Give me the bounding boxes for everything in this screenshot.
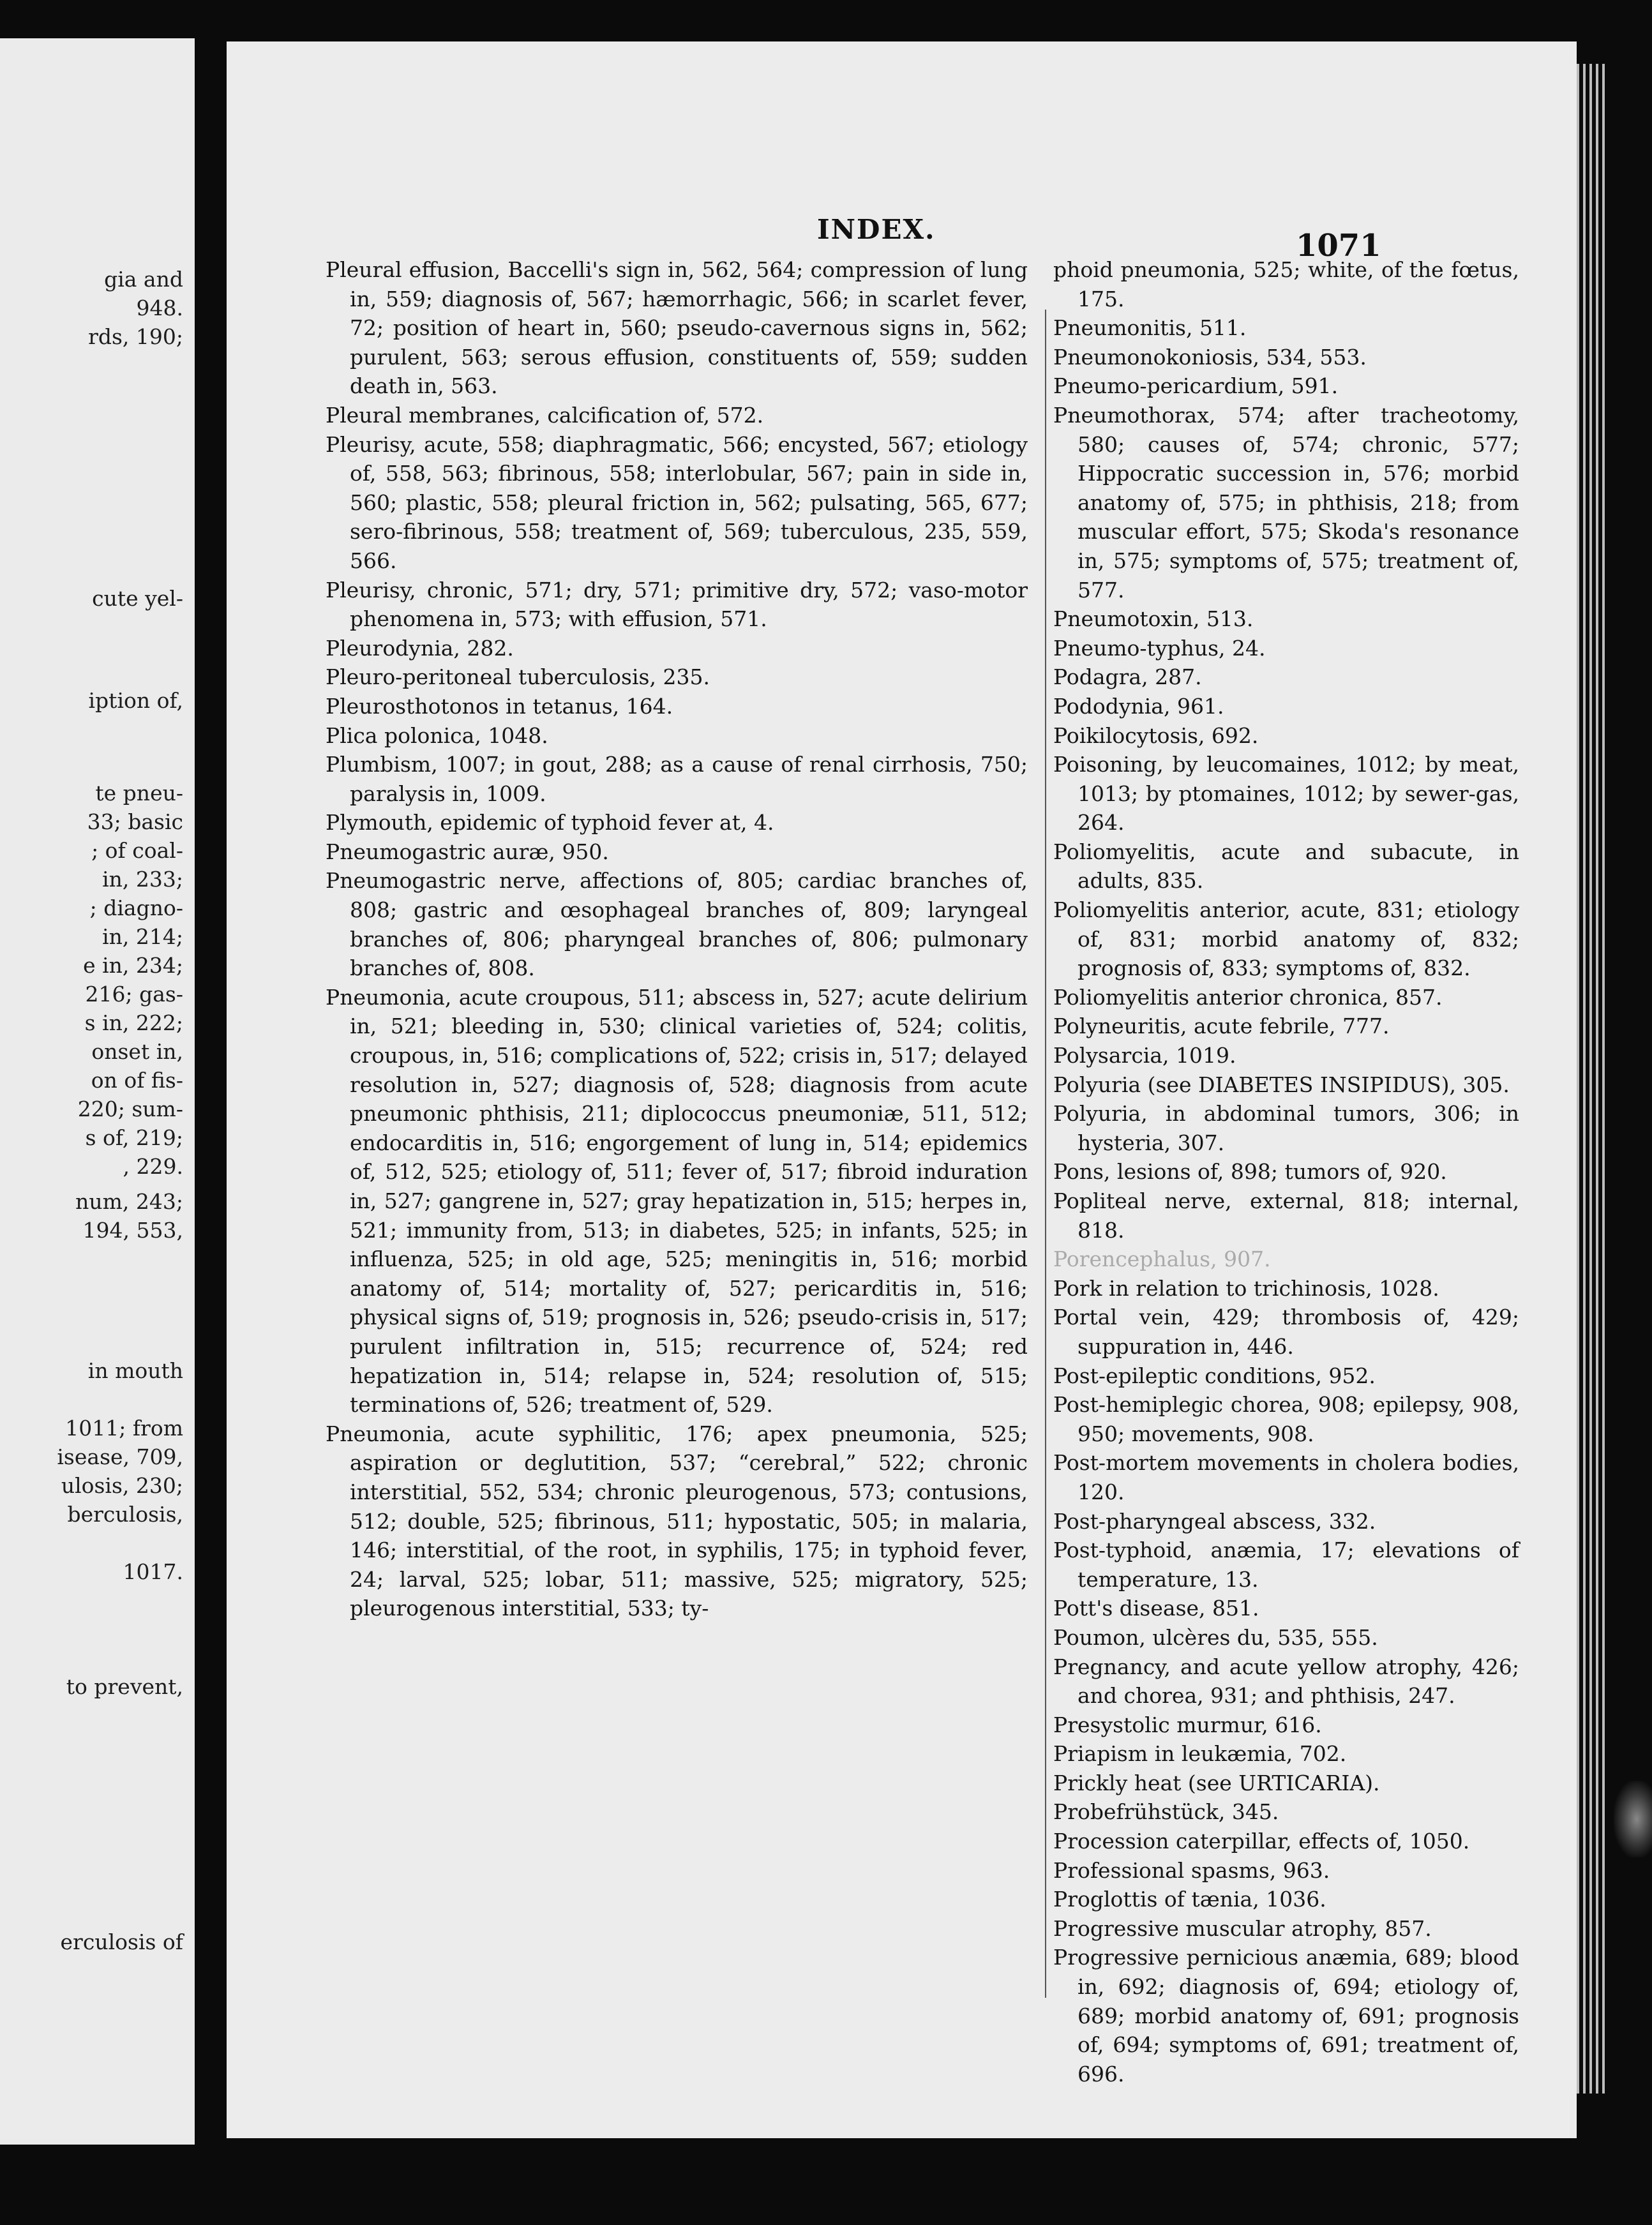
prev-text: to prevent,: [66, 1674, 183, 1699]
column-divider: [1045, 310, 1046, 1998]
prev-text: cute yel-: [92, 586, 183, 611]
index-entry: Poisoning, by leucomaines, 1012; by meat, 1013; by ptomaines, 1012; by sewer-gas, 264.: [1053, 752, 1519, 835]
index-entry: Plumbism, 1007; in gout, 288; as a cause of renal cirrhosis, 750; paralysis in, 1009.: [326, 752, 1028, 806]
prev-text: , 229.: [123, 1154, 183, 1179]
index-entry: Pott's disease, 851.: [1053, 1596, 1259, 1621]
prev-text: in, 214;: [102, 924, 183, 949]
prev-text: 948.: [136, 296, 183, 320]
edge-stain: [1614, 1781, 1652, 1857]
index-entry: Pons, lesions of, 898; tumors of, 920.: [1053, 1159, 1447, 1185]
index-page: [227, 41, 1577, 2138]
index-entry: Procession caterpillar, effects of, 1050.: [1053, 1829, 1470, 1854]
index-entry: Poikilocytosis, 692.: [1053, 723, 1259, 748]
index-entry: Polyuria, in abdominal tumors, 306; in hysteria, 307.: [1053, 1101, 1519, 1155]
prev-text: on of fis-: [91, 1068, 183, 1093]
prev-text: te pneu-: [95, 781, 183, 805]
index-entry: Progressive pernicious anæmia, 689; blood in, 692; diagnosis of, 694; etiology of, 689; morbid anatomy of, 691; prognosis of, 694; symptoms of, 691; treatment of, 696.: [1053, 1945, 1519, 2086]
index-entry: Pneumonia, acute syphilitic, 176; apex pneumonia, 525; aspiration or deglutition, 537; “cerebral,” 522; chronic interstitial, 552, 534; chronic pleurogenous, 573; contusions, 512; double, 525; fibrinous, 511; hypostatic, 505; in malaria, 146; interstitial, of the root, in syphilis, 175; in typhoid fever, 24; larval, 525; lobar, 511; massive, 525; migratory, 525; pleurogenous interstitial, 533; ty-: [326, 1421, 1028, 1621]
index-entry: Probefrühstück, 345.: [1053, 1799, 1279, 1825]
index-entry: Pneumo-typhus, 24.: [1053, 635, 1266, 661]
index-entry: Proglottis of tænia, 1036.: [1053, 1887, 1326, 1912]
prev-text: rds, 190;: [88, 324, 183, 349]
prev-text: iption of,: [88, 688, 183, 713]
index-entry: Pneumogastric auræ, 950.: [326, 839, 609, 864]
index-entry: Post-pharyngeal abscess, 332.: [1053, 1508, 1376, 1534]
index-entry: Pleural effusion, Baccelli's sign in, 562, 564; compression of lung in, 559; diagnosis of, 567; hæmorrhagic, 566; in scarlet fever, 72; position of heart in, 560; pseudo-cavernous signs in, 562; purulent, 563; serous effusion, constituents of, 559; sudden death in, 563.: [326, 257, 1028, 399]
index-entry: phoid pneumonia, 525; white, of the fœtus, 175.: [1053, 257, 1519, 311]
index-entry: Post-typhoid, anæmia, 17; elevations of temperature, 13.: [1053, 1538, 1519, 1592]
index-entry: Pneumogastric nerve, affections of, 805; cardiac branches of, 808; gastric and œsophageal branches of, 809; laryngeal branches of, 806; pharyngeal branches of, 806; pulmonary branches of, 808.: [326, 868, 1028, 981]
previous-page-fragment: [0, 38, 195, 2145]
index-entry: Pneumonitis, 511.: [1053, 315, 1247, 341]
index-entry: Pneumonokoniosis, 534, 553.: [1053, 344, 1367, 370]
prev-text: 216; gas-: [85, 982, 183, 1007]
page-header: [227, 207, 1577, 264]
index-entry: Polyuria (see DIABETES INSIPIDUS), 305.: [1053, 1072, 1510, 1097]
index-entry: Polysarcia, 1019.: [1053, 1043, 1236, 1068]
index-entry: Pneumo-pericardium, 591.: [1053, 373, 1339, 399]
prev-text: ; of coal-: [91, 838, 183, 863]
index-entry: Pork in relation to trichinosis, 1028.: [1053, 1275, 1439, 1301]
index-entry: Polyneuritis, acute febrile, 777.: [1053, 1014, 1390, 1039]
prev-text: gia and: [104, 267, 183, 292]
index-entry: Priapism in leukæmia, 702.: [1053, 1741, 1347, 1767]
prev-text: isease, 709,: [57, 1444, 183, 1469]
index-entry: Poumon, ulcères du, 535, 555.: [1053, 1624, 1378, 1650]
index-entry: Prickly heat (see URTICARIA).: [1053, 1770, 1380, 1795]
index-entry: Pleurodynia, 282.: [326, 635, 514, 661]
index-entry: Pleurisy, acute, 558; diaphragmatic, 566; encysted, 567; etiology of, 558, 563; fibrinous, 558; interlobular, 567; pain in side in, 560; plastic, 558; pleural friction in, 562; pulsating, 565, 677; sero-fibrinous, 558; treatment of, 569; tuberculous, 235, 559, 566.: [326, 431, 1028, 573]
index-entry: Pneumothorax, 574; after tracheotomy, 580; causes of, 574; chronic, 577; Hippocratic succession in, 576; morbid anatomy of, 575; in phthisis, 218; from muscular effort, 575; Skoda's resonance in, 575; symptoms of, 575; treatment of, 577.: [1053, 402, 1519, 603]
prev-text: erculosis of: [60, 1929, 183, 1954]
index-column-right: [1053, 255, 1519, 2088]
prev-text: s in, 222;: [84, 1010, 183, 1035]
prev-text: ; diagno-: [89, 895, 183, 920]
prev-text: num, 243;: [75, 1189, 183, 1214]
prev-text: berculosis,: [67, 1502, 183, 1527]
index-entry: Plica polonica, 1048.: [326, 723, 548, 748]
prev-text: 33; basic: [87, 809, 183, 834]
index-entry: Pododynia, 961.: [1053, 693, 1224, 719]
prev-text: s of, 219;: [85, 1125, 183, 1150]
prev-text: in mouth: [87, 1358, 183, 1383]
index-entry: Presystolic murmur, 616.: [1053, 1712, 1322, 1737]
index-entry: Post-hemiplegic chorea, 908; epilepsy, 908, 950; movements, 908.: [1053, 1392, 1519, 1446]
index-entry: Progressive muscular atrophy, 857.: [1053, 1915, 1432, 1941]
index-entry: Post-epileptic conditions, 952.: [1053, 1363, 1376, 1388]
index-entry: Popliteal nerve, external, 818; internal, 818.: [1053, 1188, 1519, 1243]
index-entry: Podagra, 287.: [1053, 664, 1202, 690]
index-entry: Plymouth, epidemic of typhoid fever at, 4.: [326, 810, 774, 835]
page-edges: [1574, 64, 1612, 2094]
index-entry: Pleurisy, chronic, 571; dry, 571; primitive dry, 572; vaso-motor phenomena in, 573; with effusion, 571.: [326, 577, 1028, 632]
index-entry: Pleurosthotonos in tetanus, 164.: [326, 693, 673, 719]
prev-text: 1017.: [123, 1559, 183, 1584]
index-entry: Porencephalus, 907.: [1053, 1247, 1271, 1272]
index-entry: Pneumonia, acute croupous, 511; abscess in, 527; acute delirium in, 521; bleeding in, 530; clinical varieties of, 524; colitis, croupous, in, 516; complications of, 522; crisis in, 517; delayed resolution in, 527; diagnosis of, 528; diagnosis from acute pneumonic phthisis, 211; diplococcus pneumoniæ, 511, 512; endocarditis in, 516; engorgement of lung in, 514; epidemics of, 512, 525; etiology of, 511; fever of, 517; fibroid induration in, 527; gangrene in, 527; gray hepatization in, 515; herpes in, 521; immunity from, 513; in diabetes, 525; in infants, 525; in influenza, 525; in old age, 525; meningitis in, 516; morbid anatomy of, 514; mortality of, 527; pericarditis in, 516; physical signs of, 519; prognosis in, 526; pseudo-crisis in, 517; purulent infiltration in, 515; recurrence of, 524; red hepatization in, 514; relapse in, 524; resolution of, 515; terminations of, 526; treatment of, 529.: [326, 984, 1028, 1418]
prev-text: e in, 234;: [83, 953, 183, 978]
prev-text: in, 233;: [102, 867, 183, 892]
page-number: 1071: [1296, 228, 1381, 264]
index-entry: Poliomyelitis, acute and subacute, in adults, 835.: [1053, 839, 1519, 894]
index-column-left: [326, 255, 1028, 1623]
index-entry: Poliomyelitis anterior chronica, 857.: [1053, 984, 1443, 1010]
running-head: INDEX.: [817, 214, 936, 245]
prev-text: 220; sum-: [77, 1097, 183, 1121]
prev-text: 194, 553,: [82, 1218, 183, 1243]
index-entry: Pleural membranes, calcification of, 572.: [326, 402, 764, 428]
prev-text: onset in,: [91, 1039, 183, 1064]
index-entry: Portal vein, 429; thrombosis of, 429; suppuration in, 446.: [1053, 1305, 1519, 1359]
index-entry: Pregnancy, and acute yellow atrophy, 426; and chorea, 931; and phthisis, 247.: [1053, 1654, 1519, 1709]
prev-text: 1011; from: [65, 1416, 183, 1441]
index-entry: Professional spasms, 963.: [1053, 1857, 1330, 1883]
index-entry: Post-mortem movements in cholera bodies, 120.: [1053, 1450, 1519, 1504]
index-entry: Pneumotoxin, 513.: [1053, 606, 1254, 632]
prev-text: ulosis, 230;: [61, 1473, 183, 1498]
index-entry: Poliomyelitis anterior, acute, 831; etiology of, 831; morbid anatomy of, 832; prognosis of, 833; symptoms of, 832.: [1053, 897, 1519, 981]
index-entry: Pleuro-peritoneal tuberculosis, 235.: [326, 664, 710, 690]
